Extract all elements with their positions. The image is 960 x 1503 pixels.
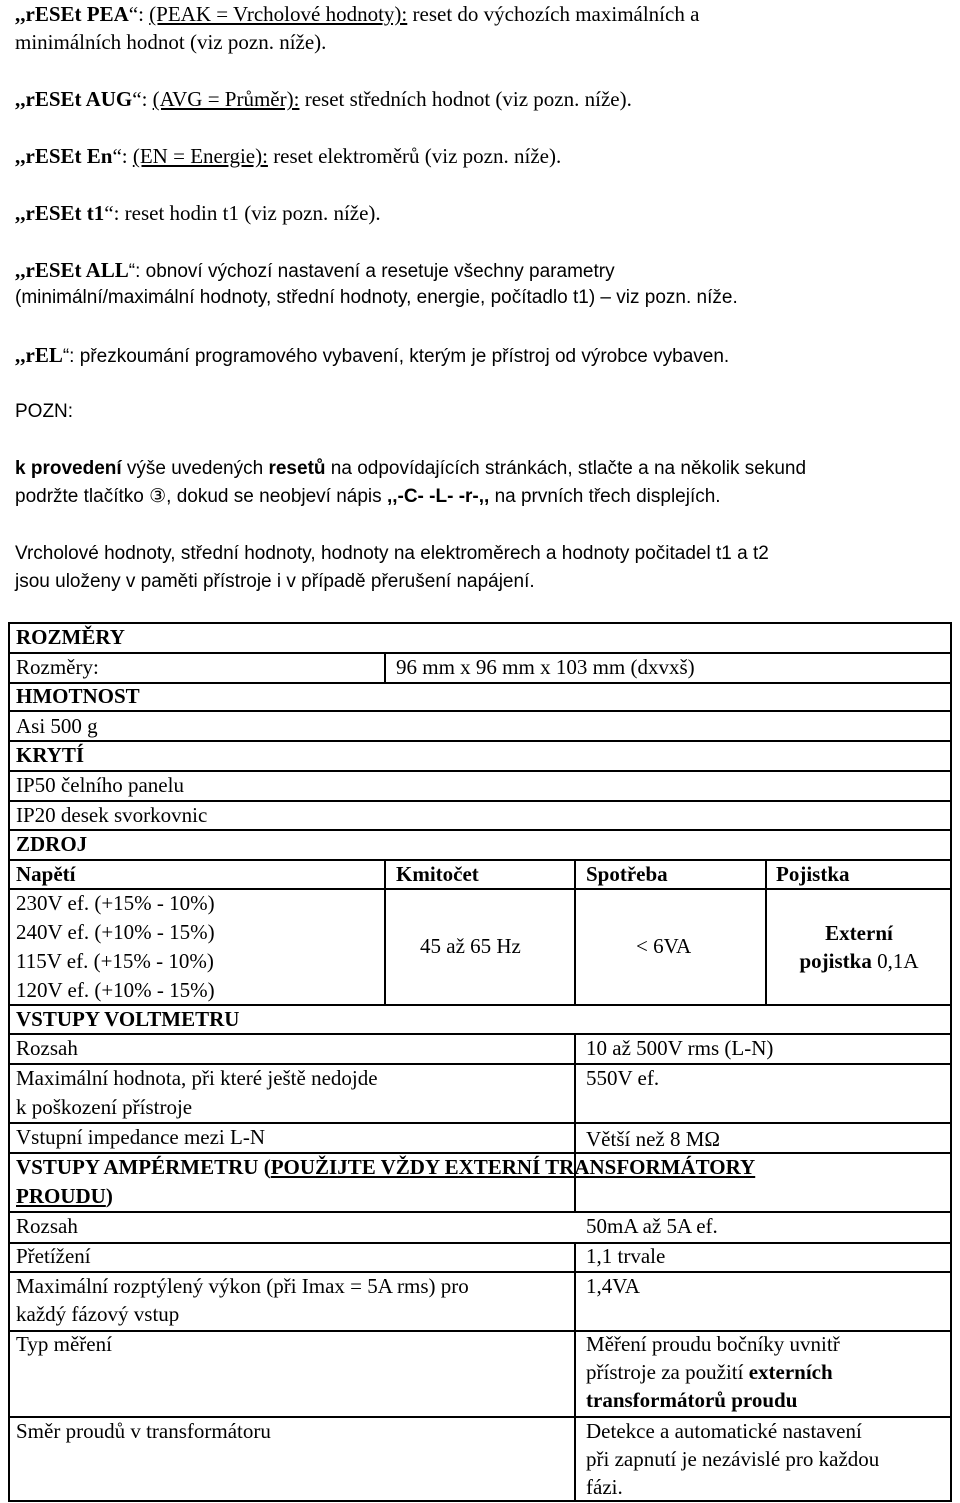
ammeter-type-label: Typ měření [16,1332,112,1356]
memory-line-1: Vrcholové hodnoty, střední hodnoty, hodnoty na elektroměrech a hodnoty počitadel t1 a t2 [15,543,769,564]
note-reset-avg: ,,rESEt AUG“: (AVG = Průměr): reset středních hodnot (viz pozn. níže). [15,87,632,111]
note-reset-en: ,,rESEt En“: (EN = Energie): reset elektroměrů (viz pozn. níže). [15,144,562,168]
dimensions-heading: ROZMĚRY [16,625,125,649]
ammeter-type-value-3: transformátorů proudu [586,1388,798,1412]
table-border-top [8,622,952,624]
power-heading: ZDROJ [16,832,88,856]
note-rel: ,,rEL“: přezkoumání programového vybavení, kterým je přístroj od výrobce vybaven. [15,343,730,367]
pozn-line-1: k provedení výše uvedených resetů na odpovídajících stránkách, stlačte a na několik sekund [15,458,807,479]
note-reset-peak-cont: minimálních hodnot (viz pozn. níže). [15,30,327,54]
power-col-frequency: Kmitočet [396,862,479,886]
protection-front: IP50 čelního panelu [16,773,184,797]
note-reset-all: ,,rESEt ALL“: obnoví výchozí nastavení a resetuje všechny parametry [15,258,615,282]
pozn-title: POZN: [15,401,74,422]
ammeter-range-value: 50mA až 5A ef. [586,1214,718,1238]
weight-heading: HMOTNOST [16,684,140,708]
power-fuse-line-2: pojistka 0,1A [799,949,919,973]
dimensions-value: 96 mm x 96 mm x 103 mm (dxvxš) [396,655,695,679]
note-reset-t1: ,,rESEt t1“: reset hodin t1 (viz pozn. níže). [15,201,381,225]
power-voltage-1: 230V ef. (+15% - 10%) [16,891,215,915]
note-reset-peak: ,,rESEt PEA“: (PEAK = Vrcholové hodnoty): reset do výchozích maximálních a [15,2,700,26]
ammeter-type-value-2: přístroje za použití externích [586,1360,833,1384]
ammeter-power-label-2: každý fázový vstup [16,1302,180,1326]
power-voltage-3: 115V ef. (+15% - 10%) [16,949,214,973]
ammeter-heading-line-1: VSTUPY AMPÉRMETRU (POUŽIJTE VŽDY EXTERNÍ TRANSFORMÁTORY [16,1155,756,1179]
button-3-icon: ③ [149,486,167,507]
power-col-voltage: Napětí [16,862,76,886]
memory-line-2: jsou uloženy v paměti přístroje i v případě přerušení napájení. [15,571,535,592]
power-col-fuse: Pojistka [776,862,850,886]
pozn-line-2: podržte tlačítko ③, dokud se neobjeví nápis ,,-C- -L- -r-,, na prvních třech displejích. [15,486,721,507]
power-frequency: 45 až 65 Hz [420,934,521,958]
power-voltage-4: 120V ef. (+10% - 15%) [16,978,215,1002]
specs-table [8,622,952,1502]
voltmeter-range-label: Rozsah [16,1036,78,1060]
voltmeter-max-label-1: Maximální hodnota, při které ještě nedojde [16,1066,378,1090]
ammeter-dir-value-2: při zapnutí je nezávislé pro každou [586,1447,880,1471]
ammeter-dir-label: Směr proudů v transformátoru [16,1419,271,1443]
table-border-right [950,622,952,1502]
ammeter-power-value: 1,4VA [586,1274,640,1298]
note-reset-all-cont: (minimální/maximální hodnoty, střední hodnoty, energie, počítadlo t1) – viz pozn. níže. [15,287,738,308]
voltmeter-imp-value: Větší než 8 MΩ [586,1127,720,1151]
ammeter-overload-label: Přetížení [16,1244,91,1268]
protection-terminals: IP20 desek svorkovnic [16,803,208,827]
voltmeter-max-value: 550V ef. [586,1066,660,1090]
ammeter-range-label: Rozsah [16,1214,78,1238]
ammeter-dir-value-3: fázi. [586,1475,623,1499]
table-border-bottom [8,1500,952,1502]
ammeter-type-value-1: Měření proudu bočníky uvnitř [586,1332,840,1356]
power-fuse-line-1: Externí [825,921,893,945]
ammeter-power-label-1: Maximální rozptýlený výkon (při Imax = 5A rms) pro [16,1274,469,1298]
table-border-left [8,622,10,1502]
voltmeter-heading: VSTUPY VOLTMETRU [16,1007,240,1031]
protection-heading: KRYTÍ [16,743,85,767]
voltmeter-max-label-2: k poškození přístroje [16,1095,193,1119]
ammeter-dir-value-1: Detekce a automatické nastavení [586,1419,862,1443]
voltmeter-imp-label: Vstupní impedance mezi L-N [16,1125,266,1149]
voltmeter-range-value: 10 až 500V rms (L-N) [586,1036,774,1060]
power-consumption: < 6VA [636,934,692,958]
ammeter-heading-line-2: PROUDU) [16,1184,113,1208]
ammeter-overload-value: 1,1 trvale [586,1244,666,1268]
weight-value: Asi 500 g [16,714,98,738]
power-col-consumption: Spotřeba [586,862,668,886]
power-voltage-2: 240V ef. (+10% - 15%) [16,920,215,944]
dimensions-label: Rozměry: [16,655,99,679]
